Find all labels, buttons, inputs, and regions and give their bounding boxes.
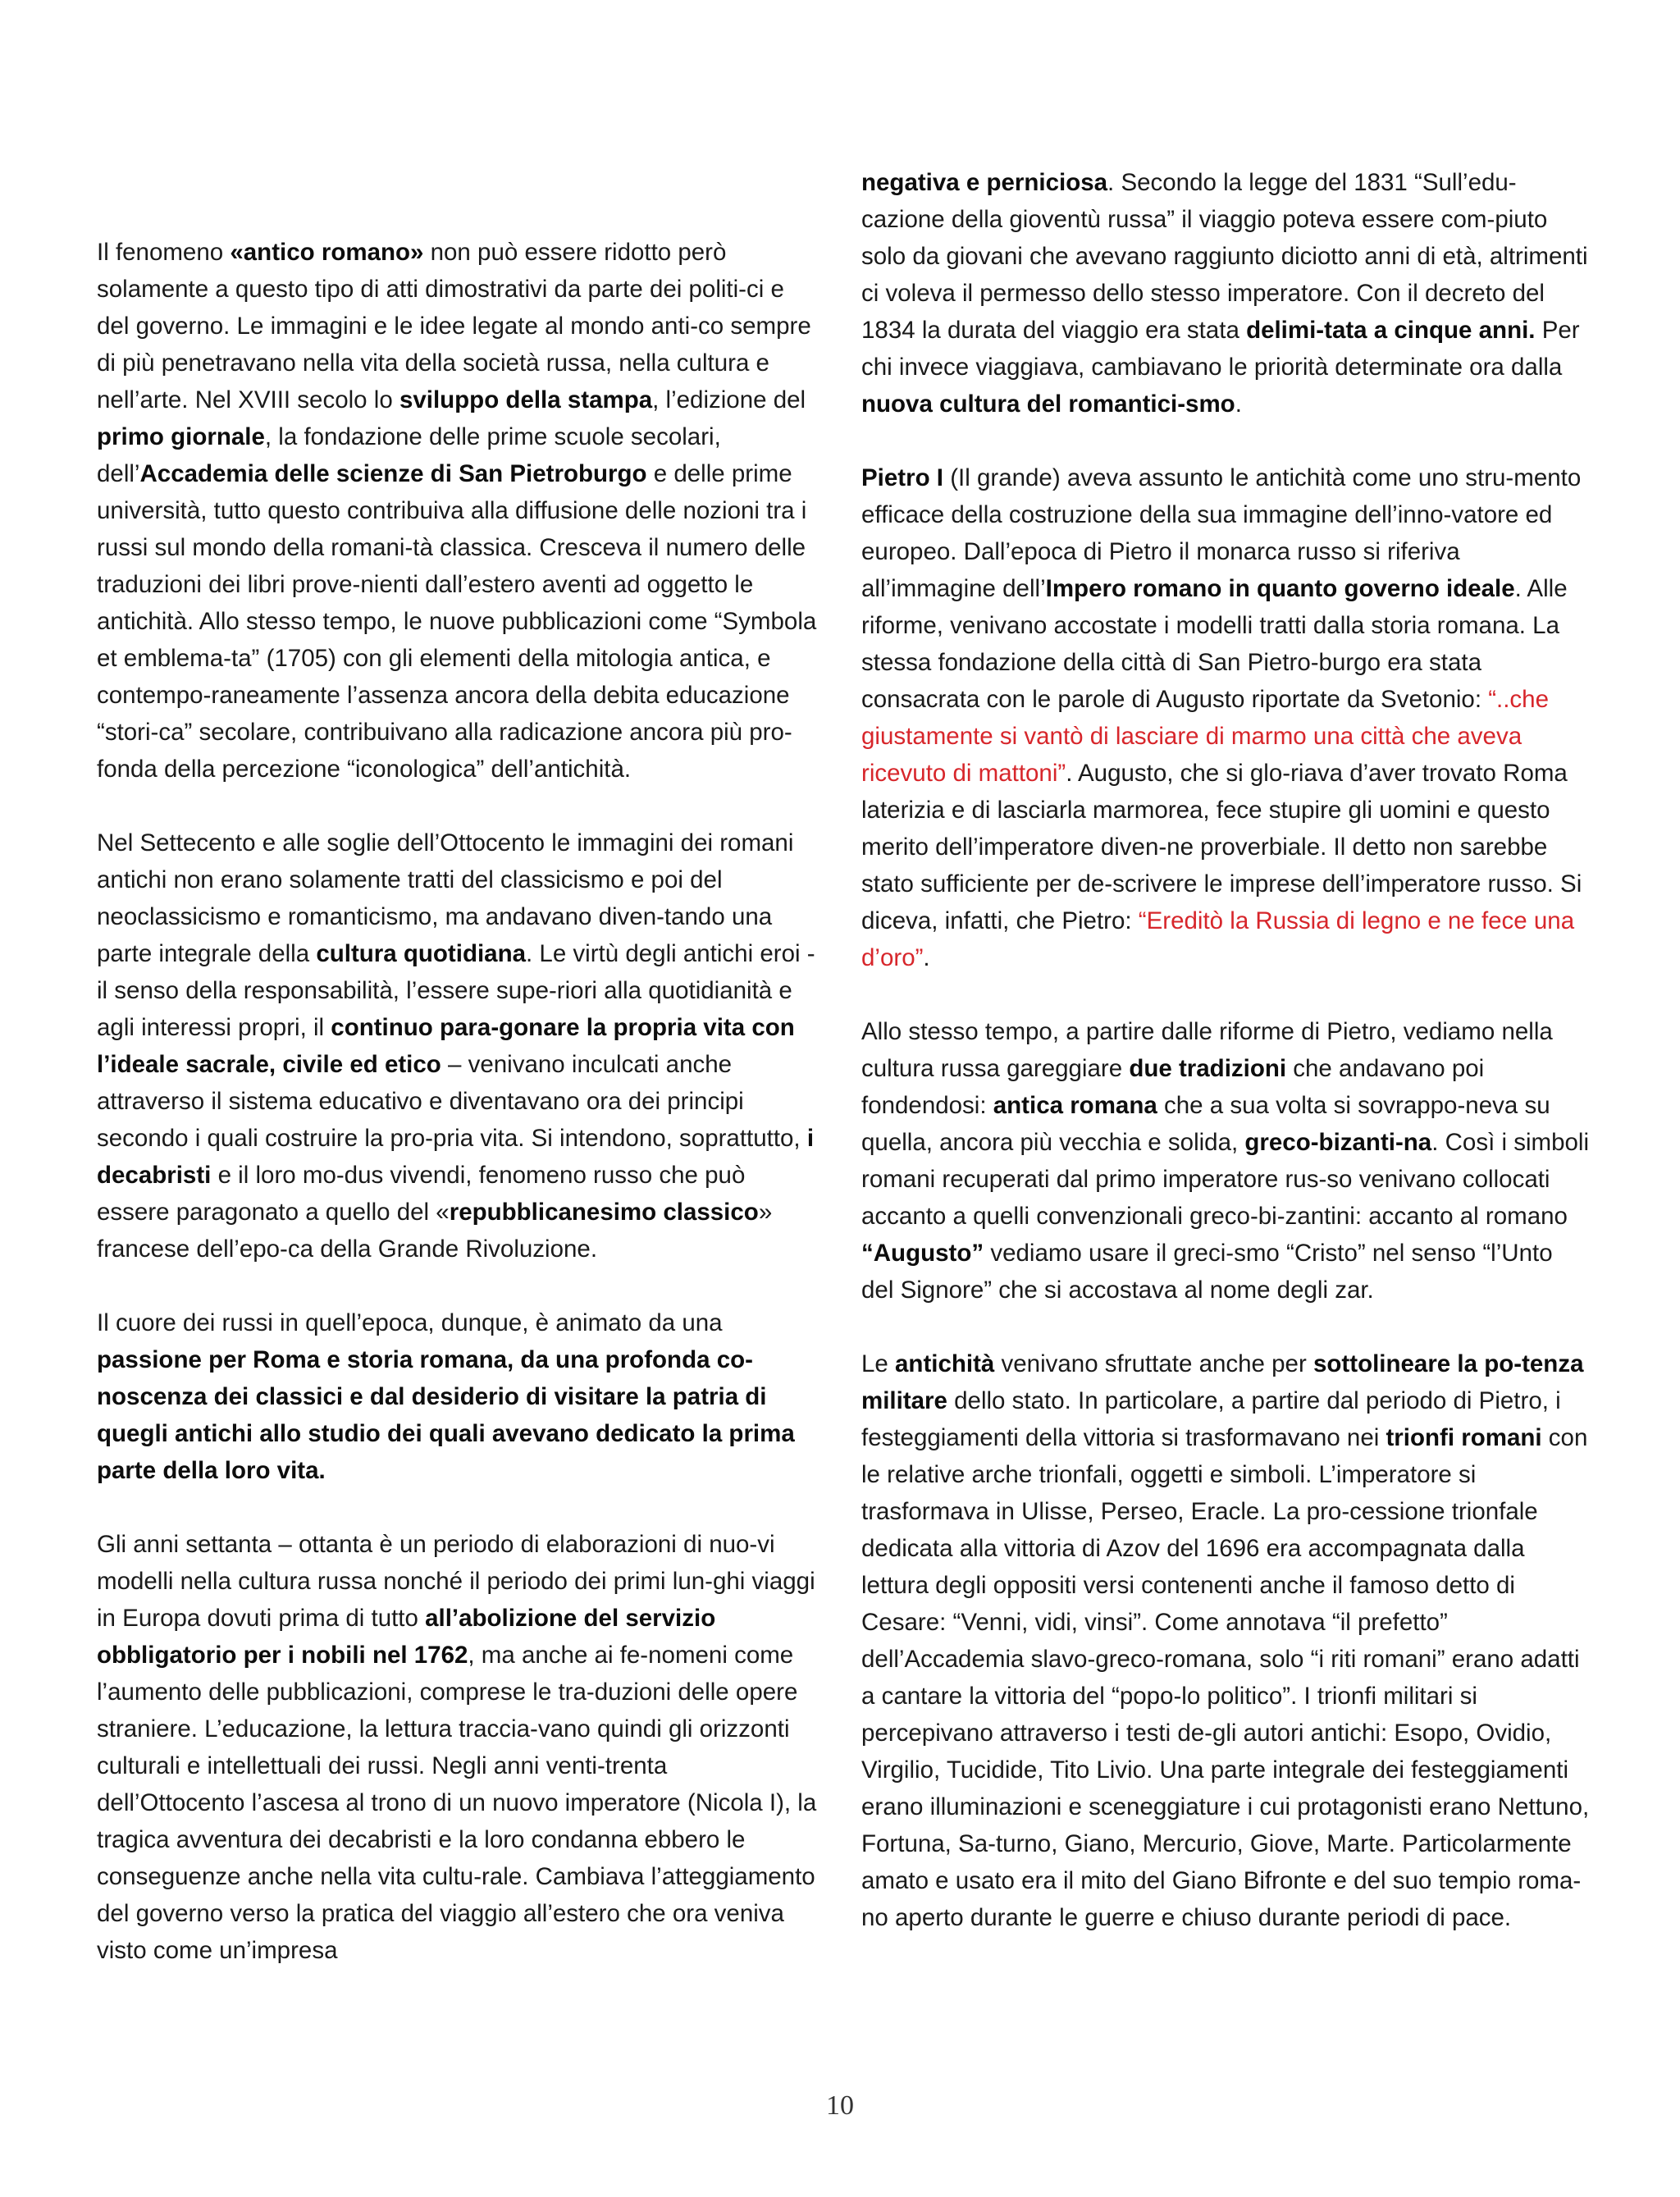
paragraph: Pietro I (Il grande) aveva assunto le antichità come uno stru-mento efficace della costruzione della sua immagine dell’inno-vatore ed europeo. Dall’epoca di Pietro il monarca russo si riferiva all’immagine dell’Impero romano in quanto governo ideale. Alle riforme, venivano accostate i modelli tratti dalla storia romana. La stessa fondazione della città di San Pietro-burgo era stata consacrata con le parole di Augusto riportate da Svetonio: “..che giustamente si vantò di lasciare di marmo una città che aveva ricevuto di mattoni”. Augusto, che si glo-riava d’aver trovato Roma laterizia e di lasciarla marmorea, fece stupire gli uomini e questo merito dell’imperatore diven-ne proverbiale. Il detto non sarebbe stato sufficiente per de-scrivere le imprese dell’imperatore russo. Si diceva, infatti, che Pietro: “Ereditò la Russia di legno e ne fece una d’oro”.: [861, 464, 1582, 971]
paragraph: Il cuore dei russi in quell’epoca, dunque, è animato da una passione per Roma e storia romana, da una profonda co-noscenza dei classici e dal desiderio di visitare la patria di quegli antichi allo studio dei quali avevano dedicato la prima parte della loro vita.: [97, 1309, 795, 1484]
paragraph: Le antichità venivano sfruttate anche per sottolineare la po-tenza militare dello stato. In particolare, a partire dal periodo di Pietro, i festeggiamenti della vittoria si trasformavano nei trionfi romani con le relative arche trionfali, oggetti e simboli. L’imperatore si trasformava in Ulisse, Perseo, Eracle. La pro-cessione trionfale dedicata alla vittoria di Azov del 1696 era accompagnata dalla lettura degli oppositi versi contenenti anche il famoso detto di Cesare: “Venni, vidi, vinsi”. Come annotava “il prefetto” dell’Accademia slavo-greco-romana, solo “i riti romani” erano adatti a cantare la vittoria del “popo-lo politico”. I trionfi militari si percepivano attraverso i testi de-gli autori antichi: Esopo, Ovidio, Virgilio, Tucidide, Tito Livio. Una parte integrale dei festeggiamenti erano illuminazioni e sceneggiature i cui protagonisti erano Nettuno, Fortuna, Sa-turno, Giano, Mercurio, Giove, Marte. Particolarmente amato e usato era il mito del Giano Bifronte e del suo tempio roma-no aperto durante le guerre e chiuso durante periodi di pace.: [861, 1350, 1590, 1931]
right-column: [861, 164, 1591, 1973]
page-number: 10: [826, 2090, 854, 2121]
paragraph: Il fenomeno «antico romano» non può essere ridotto però solamente a questo tipo di atti dimostrativi da parte dei politi-ci e del governo. Le immagini e le idee legate al mondo anti-co sempre di più penetravano nella vita della società russa, nella cultura e nell’arte. Nel XVIII secolo lo sviluppo della stampa, l’edizione del primo giornale, la fondazione delle prime scuole secolari, dell’Accademia delle scienze di San Pietroburgo e delle prime università, tutto questo contribuiva alla diffusione delle nozioni tra i russi sul mondo della romani-tà classica. Cresceva il numero delle traduzioni dei libri prove-nienti dall’estero aventi ad oggetto le antichità. Allo stesso tempo, le nuove pubblicazioni come “Symbola et emblema-ta” (1705) con gli elementi della mitologia antica, e contempo-raneamente l’assenza ancora della debita educazione “stori-ca” secolare, contribuivano alla radicazione ancora più pro-fonda della percezione “iconologica” dell’antichità.: [97, 239, 817, 783]
paragraph: Allo stesso tempo, a partire dalle riforme di Pietro, vediamo nella cultura russa gareggiare due tradizioni che andavano poi fondendosi: antica romana che a sua volta si sovrappo-neva su quella, ancora più vecchia e solida, greco-bizanti-na. Così i simboli romani recuperati dal primo imperatore rus-so venivano collocati accanto a quelli convenzionali greco-bi-zantini: accanto al romano “Augusto” vediamo usare il greci-smo “Cristo” nel senso “l’Unto del Signore” che si accostava al nome degli zar.: [861, 1018, 1590, 1304]
left-column: [97, 234, 819, 2006]
quote-highlight: “..che giustamente si vantò di lasciare di marmo una città che aveva ricevuto di mattoni”: [861, 686, 1549, 787]
quote-highlight: “Ereditò la Russia di legno e ne fece una d’oro”: [861, 907, 1575, 971]
paragraph: Nel Settecento e alle soglie dell’Ottocento le immagini dei romani antichi non erano solamente tratti del classicismo e poi del neoclassicismo e romanticismo, ma andavano diven-tando una parte integrale della cultura quotidiana. Le virtù degli antichi eroi - il senso della responsabilità, l’essere supe-riori alla quotidianità e agli interessi propri, il continuo para-gonare la propria vita con l’ideale sacrale, civile ed etico – venivano inculcati anche attraverso il sistema educativo e diventavano ora dei principi secondo i quali costruire la pro-pria vita. Si intendono, soprattutto, i decabristi e il loro mo-dus vivendi, fenomeno russo che può essere paragonato a quello del «repubblicanesimo classico» francese dell’epo-ca della Grande Rivoluzione.: [97, 829, 815, 1263]
paragraph: Gli anni settanta – ottanta è un periodo di elaborazioni di nuo-vi modelli nella cultura russa nonché il periodo dei primi lun-ghi viaggi in Europa dovuti prima di tutto all’abolizione del servizio obbligatorio per i nobili nel 1762, ma anche ai fe-nomeni come l’aumento delle pubblicazioni, comprese le tra-duzioni delle opere straniere. L’educazione, la lettura traccia-vano quindi gli orizzonti culturali e intellettuali dei russi. Negli anni venti-trenta dell’Ottocento l’ascesa al trono di un nuovo imperatore (Nicola I), la tragica avventura dei decabristi e la loro condanna ebbero le conseguenze anche nella vita cultu-rale. Cambiava l’atteggiamento del governo verso la pratica del viaggio all’estero che ora veniva visto come un’impresa: [97, 1531, 817, 1964]
paragraph: negativa e perniciosa. Secondo la legge del 1831 “Sull’edu-cazione della gioventù russa” il viaggio poteva essere com-piuto solo da giovani che avevano raggiunto diciotto anni di età, altrimenti ci voleva il permesso dello stesso imperatore. Con il decreto del 1834 la durata del viaggio era stata delimi-tata a cinque anni. Per chi invece viaggiava, cambiavano le priorità determinate ora dalla nuova cultura del romantici-smo.: [861, 169, 1588, 418]
